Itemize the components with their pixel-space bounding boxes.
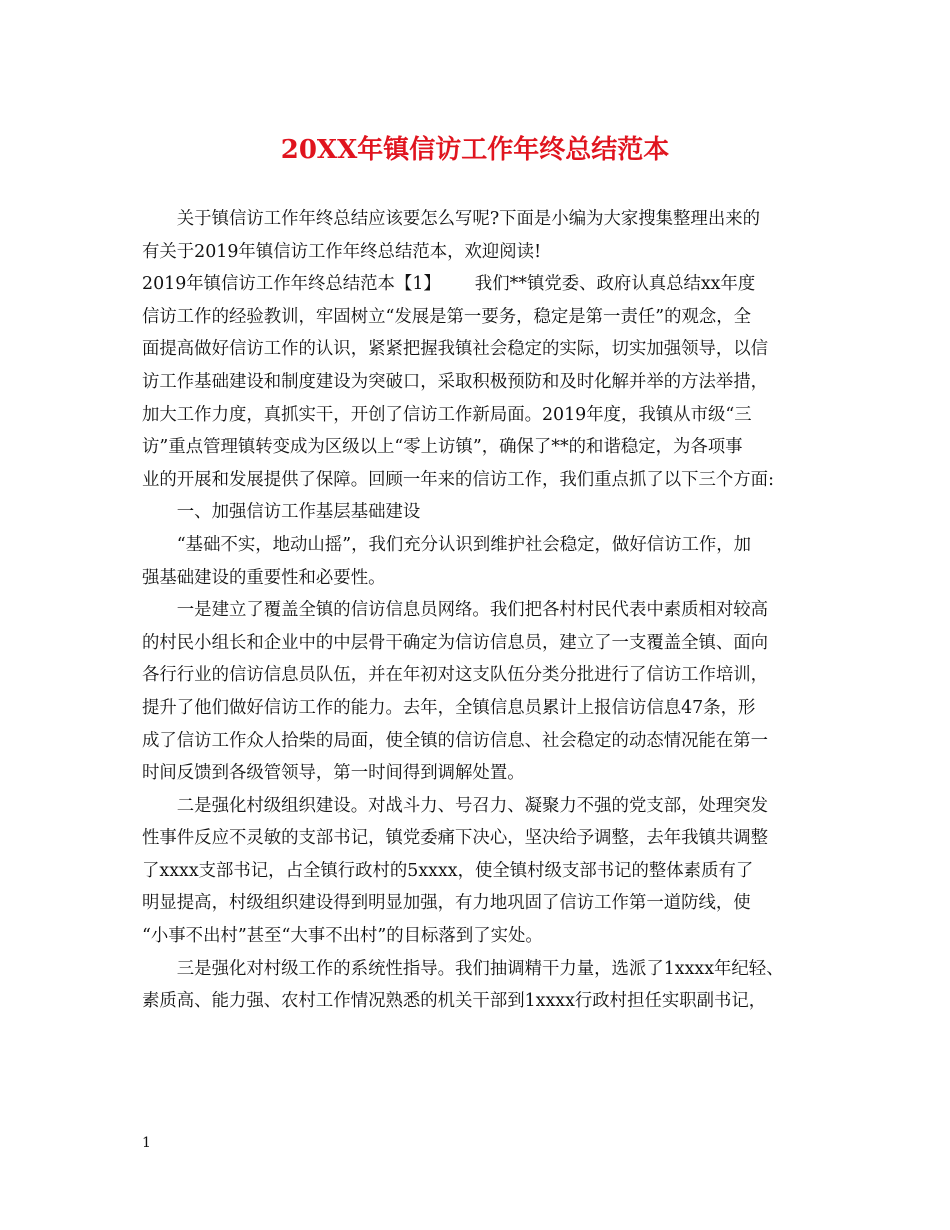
- text-line: 各行行业的信访信息员队伍，并在年初对这支队伍分类分批进行了信访工作培训，: [142, 665, 769, 686]
- section-subtitle: 2019年镇信访工作年终总结范本【1】: [142, 274, 441, 295]
- text-line: 业的开展和发展提供了保障。回顾一年来的信访工作，我们重点抓了以下三个方面:: [142, 469, 774, 490]
- text-line: 一是建立了覆盖全镇的信访信息员网络。我们把各村村民代表中素质相对较高: [142, 600, 769, 621]
- text-line: 了xxxx支部书记，占全镇行政村的5xxxx，使全镇村级支部书记的整体素质有了: [142, 860, 754, 881]
- text-line: 成了信访工作众人拾柴的局面，使全镇的信访信息、社会稳定的动态情况能在第一: [142, 730, 769, 751]
- text-line: 提升了他们做好信访工作的能力。去年，全镇信息员累计上报信访信息47条，形: [142, 697, 756, 718]
- text-line: 信访工作的经验教训，牢固树立“发展是第一要务，稳定是第一责任”的观念，全: [142, 306, 752, 327]
- text-line-with-subtitle: [142, 268, 822, 301]
- text-line: “基础不实，地动山摇”，我们充分认识到维护社会稳定，做好信访工作，加: [142, 534, 752, 555]
- text-line: 有关于2019年镇信访工作年终总结范本，欢迎阅读!: [142, 241, 542, 262]
- text-line: 明显提高，村级组织建设得到明显加强，有力地巩固了信访工作第一道防线，使: [142, 893, 751, 914]
- text-line: 加大工作力度，真抓实干，开创了信访工作新局面。2019年度，我镇从市级“三: [142, 404, 752, 425]
- text-line: 三是强化对村级工作的系统性指导。我们抽调精干力量，选派了1xxxx年纪轻、: [142, 958, 784, 979]
- text-line: 强基础建设的重要性和必要性。: [142, 567, 386, 588]
- body-text: [142, 203, 822, 1018]
- text-line: “小事不出村”甚至“大事不出村”的目标落到了实处。: [142, 926, 543, 947]
- page-title: 20XX年镇信访工作年终总结范本: [280, 135, 670, 165]
- section-heading: 一、加强信访工作基层基础建设: [142, 502, 421, 523]
- text-line-continuation: 我们**镇党委、政府认真总结xx年度: [474, 274, 756, 295]
- text-line: 性事件反应不灵敏的支部书记，镇党委痛下决心，坚决给予调整，去年我镇共调整: [142, 828, 769, 849]
- text-line: 访工作基础建设和制度建设为突破口，采取积极预防和及时化解并举的方法举措，: [142, 371, 769, 392]
- text-line: 的村民小组长和企业中的中层骨干确定为信访信息员，建立了一支覆盖全镇、面向: [142, 632, 769, 653]
- text-line: 二是强化村级组织建设。对战斗力、号召力、凝聚力不强的党支部，处理突发: [142, 795, 769, 816]
- text-line: 访”重点管理镇转变成为区级以上“零上访镇”，确保了**的和谐稳定，为各项事: [142, 437, 743, 458]
- page-number: 1: [142, 1135, 151, 1151]
- text-line: 关于镇信访工作年终总结应该要怎么写呢?下面是小编为大家搜集整理出来的: [142, 209, 760, 229]
- text-line: 时间反馈到各级管领导，第一时间得到调解处置。: [142, 763, 525, 784]
- text-line: 面提高做好信访工作的认识，紧紧把握我镇社会稳定的实际，切实加强领导，以信: [142, 339, 769, 360]
- text-line: 素质高、能力强、农村工作情况熟悉的机关干部到1xxxx行政村担任实职副书记，: [142, 991, 767, 1012]
